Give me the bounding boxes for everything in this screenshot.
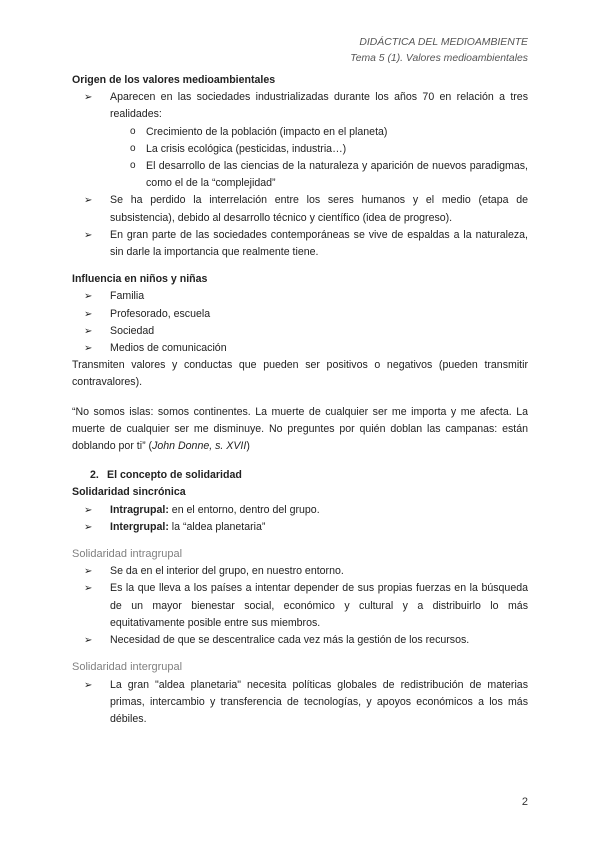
list-item: ➢ Es la que lleva a los países a intentar depender de sus propias fuerzas en la búsqueda de un mayor bienestar social, económico y cultural y a distribuirlo lo más equitativamente posible entre sus miembros. xyxy=(72,580,528,632)
intragrupal-list xyxy=(72,563,528,649)
term: Intergrupal: xyxy=(110,520,169,533)
origen-list xyxy=(72,89,528,261)
page-content xyxy=(72,72,528,728)
page-number: 2 xyxy=(521,796,528,808)
definition: la “aldea planetaria” xyxy=(168,520,266,533)
sublist xyxy=(72,124,528,193)
subsection-title-intragrupal: Solidaridad intragrupal xyxy=(72,548,183,561)
section-heading-solidaridad xyxy=(72,467,528,484)
sublist-item: o La crisis ecológica (pesticidas, industria…) xyxy=(72,141,528,158)
influencia-paragraph: Transmiten valores y conductas que pueden ser positivos o negativos (pueden transmitir contravalores). xyxy=(72,359,528,389)
list-item: ➢ La gran "aldea planetaria" necesita políticas globales de redistribución de materias primas, intercambio y transferencia de tecnologías, y apoyos económicos a los más débiles. xyxy=(72,677,528,729)
section-number: 2. xyxy=(90,469,99,482)
section-title-origen: Origen de los valores medioambientales xyxy=(72,74,276,86)
list-item: ➢ Se da en el interior del grupo, en nuestro entorno. xyxy=(72,563,528,580)
list-item-text: Aparecen en las sociedades industrializadas durante los años 70 en relación a tres realidades: xyxy=(110,91,528,121)
quote-close: ) xyxy=(246,440,250,453)
list-item: ➢ Se ha perdido la interrelación entre los seres humanos y el medio (etapa de subsistencia), debido al desarrollo técnico y científico (idea de progreso). xyxy=(72,192,528,226)
quote-text: “No somos islas: somos continentes. La muerte de cualquier ser me importa y me afecta. La muerte de cualquier ser me disminuye. No preguntes por quién doblan las campanas: están doblando por ti” ( xyxy=(72,405,528,453)
subsection-title-intergrupal: Solidaridad intergrupal xyxy=(72,661,183,674)
quote-author: John Donne, s. XVII xyxy=(152,440,247,453)
header-subject: DIDÁCTICA DEL MEDIOAMBIENTE xyxy=(359,37,528,48)
list-item: ➢ Sociedad xyxy=(72,323,528,340)
list-item: ➢ Medios de comunicación xyxy=(72,340,528,357)
sincronica-list xyxy=(72,502,528,536)
list-item: ➢ En gran parte de las sociedades contemporáneas se vive de espaldas a la naturaleza, sin darle la importancia que realmente tiene. xyxy=(72,227,528,261)
quote-paragraph xyxy=(72,404,528,456)
subsection-title-sincronica: Solidaridad sincrónica xyxy=(72,486,186,499)
header-topic: Tema 5 (1). Valores medioambientales xyxy=(350,53,528,64)
list-item xyxy=(72,502,528,519)
list-item: ➢ Familia xyxy=(72,288,528,305)
term: Intragrupal: xyxy=(110,503,169,516)
intergrupal-list xyxy=(72,677,528,729)
influencia-list xyxy=(72,288,528,357)
list-item: ➢ Necesidad de que se descentralice cada vez más la gestión de los recursos. xyxy=(72,632,528,649)
sublist-item: o Crecimiento de la población (impacto en el planeta) xyxy=(72,124,528,141)
section-title-influencia: Influencia en niños y niñas xyxy=(72,273,208,286)
definition: en el entorno, dentro del grupo. xyxy=(168,503,320,516)
list-item xyxy=(72,89,528,192)
sublist-item: o El desarrollo de las ciencias de la naturaleza y aparición de nuevos paradigmas, como el de la “complejidad” xyxy=(72,158,528,192)
list-item: ➢ Profesorado, escuela xyxy=(72,306,528,323)
list-item xyxy=(72,519,528,536)
section-heading-text: El concepto de solidaridad xyxy=(107,469,242,482)
